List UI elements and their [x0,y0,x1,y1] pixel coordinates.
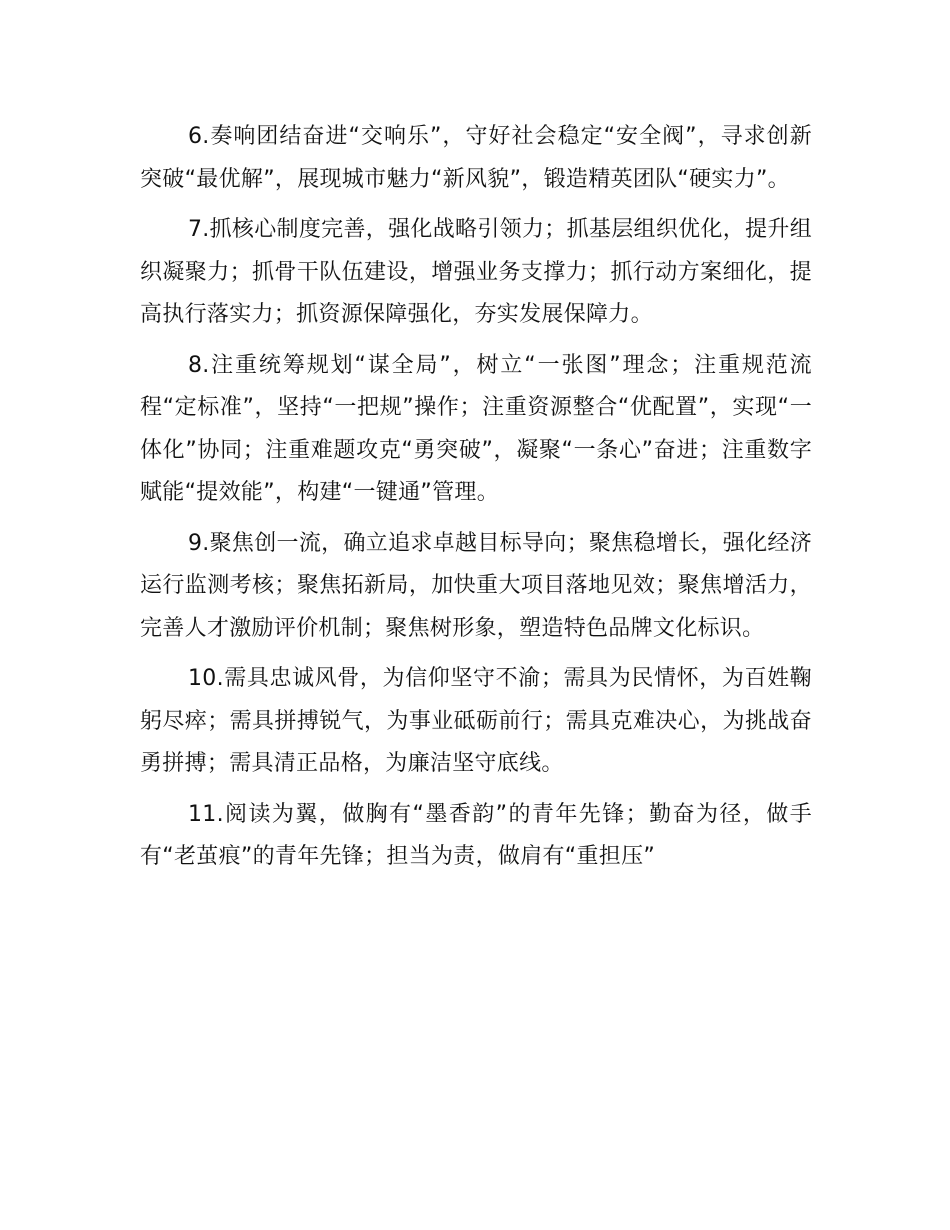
document-page [140,116,812,887]
paragraph-8: 8.注重统筹规划“谋全局”，树立“一张图”理念；注重规范流程“定标准”，坚持“一把规”操作；注重资源整合“优配置”，实现“一体化”协同；注重难题攻克“勇突破”，凝聚“一条心”奋进；注重数字赋能“提效能”，构建“一键通”管理。 [140,352,812,505]
paragraph-11: 11.阅读为翼，做胸有“墨香韵”的青年先锋；勤奋为径，做手有“老茧痕”的青年先锋；担当为责，做肩有“重担压” [140,801,812,869]
paragraph-10: 10.需具忠诚风骨，为信仰坚守不渝；需具为民情怀，为百姓鞠躬尽瘁；需具拼搏锐气，为事业砥砺前行；需具克难决心，为挑战奋勇拼搏；需具清正品格，为廉洁坚守底线。 [140,666,812,776]
paragraph-9: 9.聚焦创一流，确立追求卓越目标导向；聚焦稳增长，强化经济运行监测考核；聚焦拓新局，加快重大项目落地见效；聚焦增活力，完善人才激励评价机制；聚焦树形象，塑造特色品牌文化标识。 [140,530,812,641]
paragraph-6: 6.奏响团结奋进“交响乐”，守好社会稳定“安全阀”，寻求创新突破“最优解”，展现城市魅力“新风貌”，锻造精英团队“硬实力”。 [140,124,812,192]
paragraph-7: 7.抓核心制度完善，强化战略引领力；抓基层组织优化，提升组织凝聚力；抓骨干队伍建设，增强业务支撑力；抓行动方案细化，提高执行落实力；抓资源保障强化，夯实发展保障力。 [140,217,812,327]
